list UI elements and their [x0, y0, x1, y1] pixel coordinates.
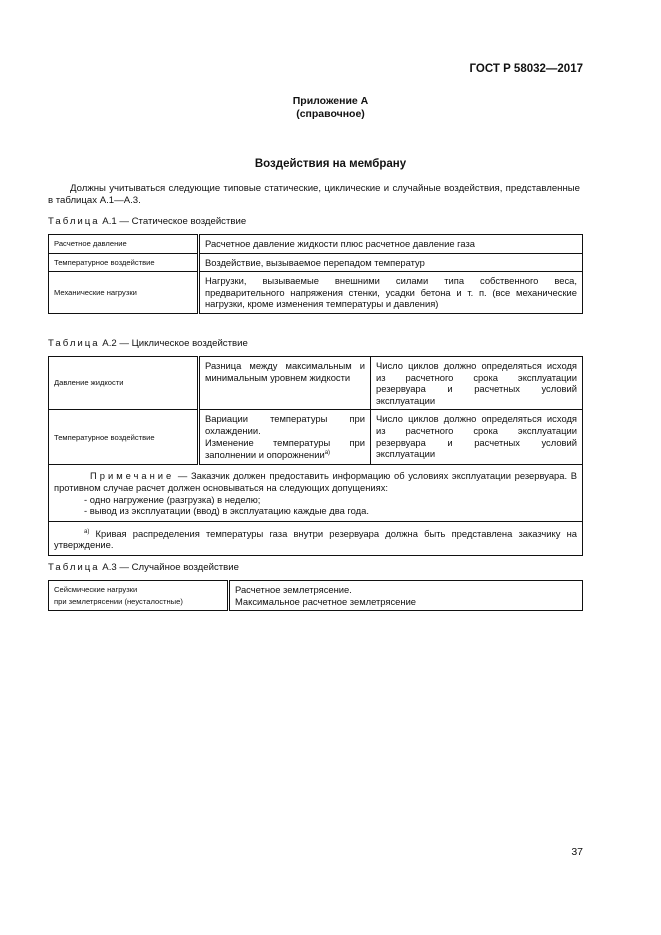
table3-caption-text: А.3 — Случайное воздействие — [99, 562, 239, 573]
table-row — [49, 235, 583, 254]
note-item: - одно нагружение (разгрузка) в неделю; — [84, 493, 261, 505]
cell-line: Сейсмические нагрузки — [54, 585, 138, 594]
table1-caption — [48, 216, 246, 227]
table-footnote — [49, 521, 583, 555]
table-cell-label: Давление жидкости — [49, 357, 199, 410]
table-cell-label: Температурное воздействие — [49, 410, 199, 465]
footnote-text: Кривая распределения температуры газа внутри резервуара должна быть представлена заказчику на утверждение. — [54, 527, 577, 551]
standard-number: ГОСТ Р 58032—2017 — [469, 63, 583, 75]
table2-caption-word: Таблица — [48, 338, 100, 349]
footnote-mark: а) — [84, 528, 90, 535]
table-cell-text: Число циклов должно определяться исходя из расчетного срока эксплуатации резервуара и расчетных условий эксплуатации — [371, 357, 583, 410]
table-cell-label: Температурное воздействие — [49, 253, 199, 272]
table-static — [48, 234, 583, 314]
table-cell-text: Число циклов должно определяться исходя из расчетного срока эксплуатации резервуара и расчетных условий эксплуатации — [371, 410, 583, 465]
page-number: 37 — [571, 846, 583, 858]
table3-caption-word: Таблица — [48, 562, 100, 573]
note-word: Примечание — [90, 470, 175, 482]
table-cell-label: Механические нагрузки — [49, 272, 199, 314]
table1-caption-text: А.1 — Статическое воздействие — [99, 216, 247, 227]
table3-caption — [48, 562, 239, 573]
table-cell-text — [199, 410, 371, 465]
table-cell-text: Разница между максимальным и минимальным уровнем жидкости — [199, 357, 371, 410]
cell-line: при землетрясении (неусталостные) — [54, 596, 183, 606]
note-text: — Заказчик должен предоставить информацию об условиях эксплуатации резервуара. В противном случае расчет должен основываться на следующих допущениях: — [54, 470, 577, 493]
cell-line-text: Изменение температуры при заполнении и опорожнении — [205, 436, 365, 461]
footnote-ref: а) — [324, 450, 331, 457]
table-cell-label — [49, 581, 229, 611]
table-cell-text: Расчетное давление жидкости плюс расчетное давление газа — [199, 235, 583, 254]
table-accidental — [48, 580, 583, 611]
table-footnote-row — [49, 521, 583, 555]
table-row — [49, 410, 583, 465]
table-row — [49, 272, 583, 314]
annex-subtitle: (справочное) — [296, 108, 365, 120]
table-cell-text — [229, 581, 583, 611]
note-item: - вывод из эксплуатации (ввод) в эксплуатацию каждые два года. — [84, 505, 369, 517]
cell-line: Вариации температуры при охлаждении. — [205, 413, 365, 436]
table-cell-label: Расчетное давление — [49, 235, 199, 254]
intro-paragraph: Должны учитываться следующие типовые статические, циклические и случайные воздействия, представленные в таблицах А.1—А.3. — [48, 183, 580, 206]
table-cell-text: Нагрузки, вызываемые внешними силами типа собственного веса, предварительного напряжения стенки, усадки бетона и т. п. (все механические нагрузки, кроме изменения температуры и давления) — [199, 272, 583, 314]
table-row — [49, 581, 583, 611]
table-note — [49, 465, 583, 521]
cell-line: Максимальное расчетное землетрясение — [235, 595, 417, 607]
table-cell-text: Воздействие, вызываемое перепадом температур — [199, 253, 583, 272]
section-title: Воздействия на мембрану — [254, 158, 407, 170]
table2-caption-text: А.2 — Циклическое воздействие — [99, 338, 248, 349]
table2-caption — [48, 338, 248, 349]
footnote-paragraph — [54, 527, 577, 551]
table-row — [49, 357, 583, 410]
table-cyclic — [48, 356, 583, 556]
annex-title: Приложение А — [292, 95, 369, 107]
table-row — [49, 253, 583, 272]
note-paragraph — [54, 470, 577, 493]
table1-caption-word: Таблица — [48, 216, 100, 227]
table-note-row — [49, 465, 583, 521]
annex-heading — [0, 95, 661, 121]
cell-line — [205, 437, 365, 461]
cell-line: Расчетное землетрясение. — [235, 584, 352, 595]
